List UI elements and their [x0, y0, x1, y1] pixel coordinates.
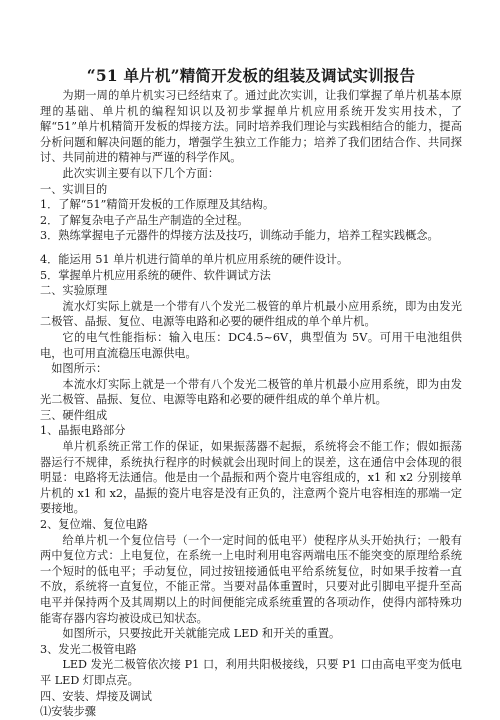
- text-line: 2．了解复杂电子产品生产制造的全过程。: [40, 213, 249, 227]
- text-line: 3．熟练掌握电子元器件的焊接方法及技巧，训练动手能力，培养工程实践概念。: [40, 229, 439, 243]
- paragraph: 如图所示：: [51, 362, 108, 376]
- text-line: 4．能运用 51 单片机进行简单的单片机应用系统的硬件设计。: [40, 252, 349, 266]
- paragraph: 单片机系统正常工作的保证，如果振荡器不起振，系统将会不能工作；假如振荡器运行不规律，系统执行程序的时候就会出现时间上的误差，这在通信中会体现的很明显：电路将无法通信。他是由一个晶振和两个瓷片电容组成的，x1 和 x2 分别接单片机的 x1 和 x2，晶振的瓷片电容是没有正负的，注意两个瓷片电容相连的那端一定要接地。: [40, 440, 462, 516]
- document-title: “51 单片机”精简开发板的组装及调试实训报告: [86, 66, 416, 85]
- paragraph: 为期一周的单片机实习已经结束了。通过此次实训，让我们掌握了单片机基本原理的基础、单片机的编程知识以及初步掌握单片机应用系统开发实用技术，了解“51”单片机精简开发板的焊接方法。同时培养我们理论与实践相结合的能力，提高分析问题和解决问题的能力，增强学生独立工作能力；培养了我们团结合作、共同探讨、共同前进的精神与严谨的科学作风。: [40, 89, 462, 165]
- text-line: ⑴安装步骤: [40, 705, 96, 719]
- text-line: 一、实训目的: [40, 182, 108, 196]
- paragraph: 给单片机一个复位信号（一个一定时间的低电平）使程序从头开始执行；一般有两中复位方式：上电复位，在系统一上电时利用电容两端电压不能突变的原理给系统一个短时的低电平；手动复位，同过按钮接通低电平给系统复位，时如果手按着一直不放，系统将一直复位，不能正常。当要对晶体重置时，只要对此引脚电平提升至高电平并保持两个及其周期以上的时间便能完成系统重置的各项动作，使得内部特殊功能寄存器内容均被设成已知状态。: [40, 533, 462, 625]
- text-line: 二、实验原理: [40, 284, 108, 298]
- paragraph: 此次实训主要有以下几个方面：: [62, 166, 220, 180]
- spacer: [40, 244, 462, 252]
- text-line: 三、硬件组成: [40, 408, 108, 422]
- document-body: [40, 88, 462, 720]
- paragraph: LED 发光二极管依次接 P1 口，利用共阳极接线，只要 P1 口由高电平变为低电平 LED 灯即点亮。: [40, 658, 462, 687]
- text-line: 1、晶振电路部分: [40, 424, 126, 438]
- paragraph: 本流水灯实际上就是一个带有八个发光二极管的单片机最小应用系统，即为由发光二极管、晶振、复位、电源等电路和必要的硬件组成的单个单片机。: [40, 377, 462, 407]
- text-line: 四、安装、焊接及调试: [40, 689, 152, 703]
- text-line: 5．掌握单片机应用系统的硬件、软件调试方法: [40, 268, 271, 282]
- text-line: 2、复位端、复位电路: [40, 518, 148, 532]
- text-line: 1．了解“51”精简开发板的工作原理及其结构。: [40, 198, 275, 212]
- paragraph: 它的电气性能指标：输入电压：DC4.5~6V，典型值为 5V。可用干电池组供电，也可用直流稳压电源供电。: [40, 330, 462, 360]
- text-line: 3、发光二极管电路: [40, 642, 137, 656]
- paragraph: 流水灯实际上就是一个带有八个发光二极管的单片机最小应用系统，即为由发光二极管、晶振、复位、电源等电路和必要的硬件组成的单个单片机。: [40, 299, 462, 329]
- paragraph: 如图所示，只要按此开关就能完成 LED 和开关的重置。: [62, 627, 341, 641]
